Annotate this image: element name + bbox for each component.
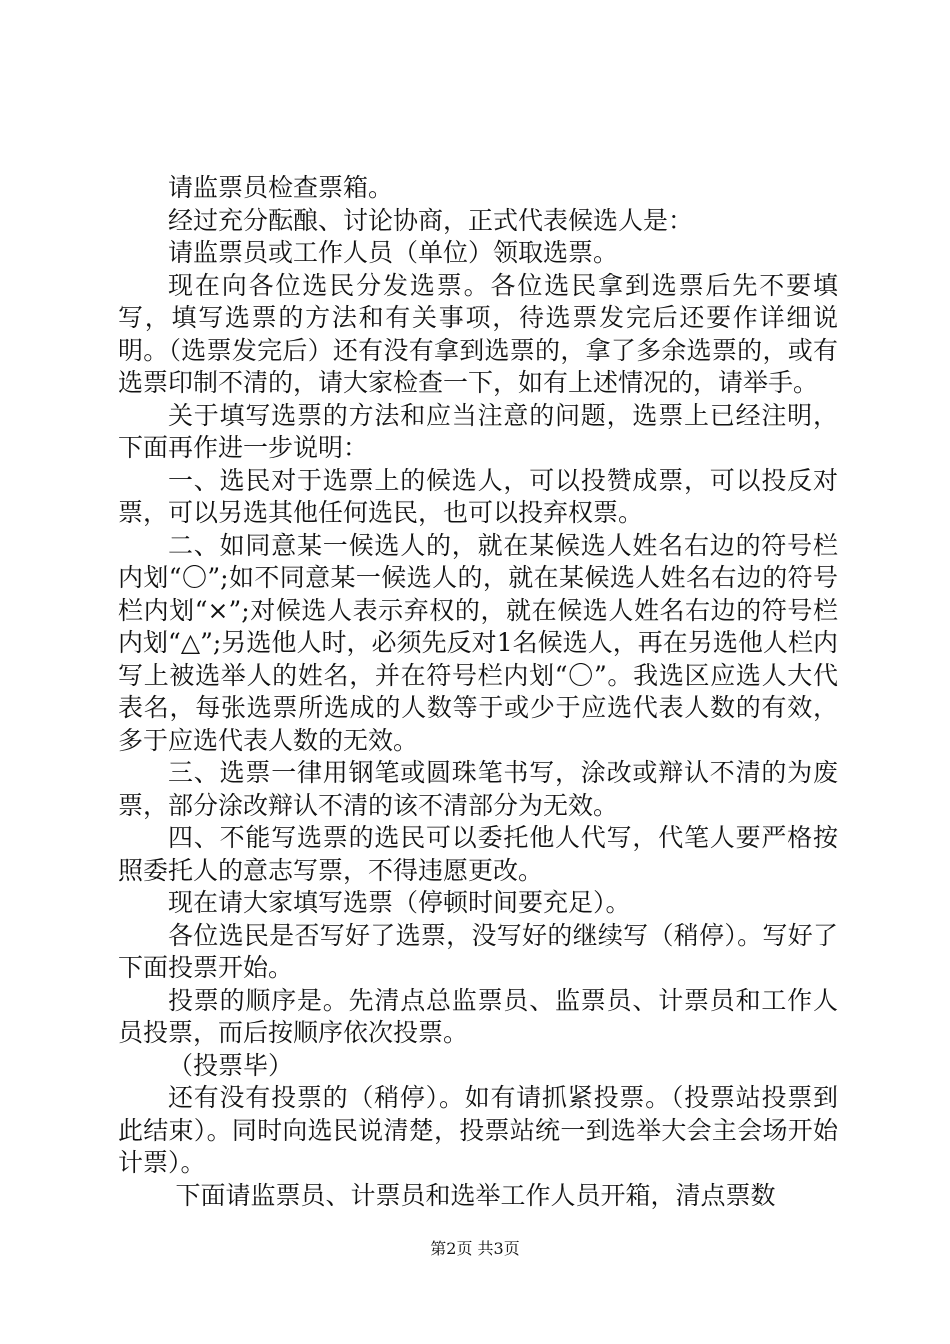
paragraph: 三、选票一律用钢笔或圆珠笔书写，涂改或辩认不清的为废票，部分涂改辩认不清的该不清部分为无效。 bbox=[118, 758, 838, 820]
paragraph: 下面请监票员、计票员和选举工作人员开箱，清点票数 bbox=[175, 1180, 776, 1210]
paragraph: （投票毕） bbox=[168, 1050, 294, 1080]
page-footer: 第2页 共3页 bbox=[430, 1239, 520, 1258]
paragraph: 现在向各位选民分发选票。各位选民拿到选票后先不要填写，填写选票的方法和有关事项，待选票发完后还要作详细说明。（选票发完后）还有没有拿到选票的，拿了多余选票的，或有选票印制不清的，请大家检查一下，如有上述情况的，请举手。 bbox=[118, 270, 838, 397]
paragraph: 各位选民是否写好了选票，没写好的继续写（稍停）。写好了下面投票开始。 bbox=[118, 920, 838, 982]
paragraph: 经过充分酝酿、讨论协商，正式代表候选人是： bbox=[168, 205, 694, 235]
paragraph: 现在请大家填写选票（停顿时间要充足）。 bbox=[168, 888, 631, 917]
paragraph: 二、如同意某一候选人的，就在某候选人姓名右边的符号栏内划“〇”;如不同意某一候选人的，就在某候选人姓名右边的符号栏内划“×”;对候选人表示弃权的，就在候选人姓名右边的符号栏内划“△”;另选他人时，必须先反对1名候选人，再在另选他人栏内写上被选举人的姓名，并在符号栏内划“〇”。我选区应选人大代表名，每张选票所选成的人数等于或少于应选代表人数的有效，多于应选代表人数的无效。 bbox=[118, 530, 838, 755]
paragraph: 四、不能写选票的选民可以委托他人代写，代笔人要严格按照委托人的意志写票，不得违愿更改。 bbox=[118, 823, 838, 885]
paragraph: 一、选民对于选票上的候选人，可以投赞成票，可以投反对票，可以另选其他任何选民，也可以投弃权票。 bbox=[118, 465, 838, 527]
paragraph: 关于填写选票的方法和应当注意的问题，选票上已经注明，下面再作进一步说明： bbox=[118, 400, 838, 462]
paragraph: 投票的顺序是。先清点总监票员、监票员、计票员和工作人员投票，而后按顺序依次投票。 bbox=[118, 985, 838, 1047]
document-body bbox=[118, 172, 838, 1212]
paragraph: 请监票员或工作人员（单位）领取选票。 bbox=[168, 238, 619, 267]
paragraph: 还有没有投票的（稍停）。如有请抓紧投票。（投票站投票到此结束）。同时向选民说清楚，投票站统一到选举大会主会场开始计票）。 bbox=[118, 1083, 838, 1177]
paragraph: 请监票员检查票箱。 bbox=[168, 173, 394, 202]
